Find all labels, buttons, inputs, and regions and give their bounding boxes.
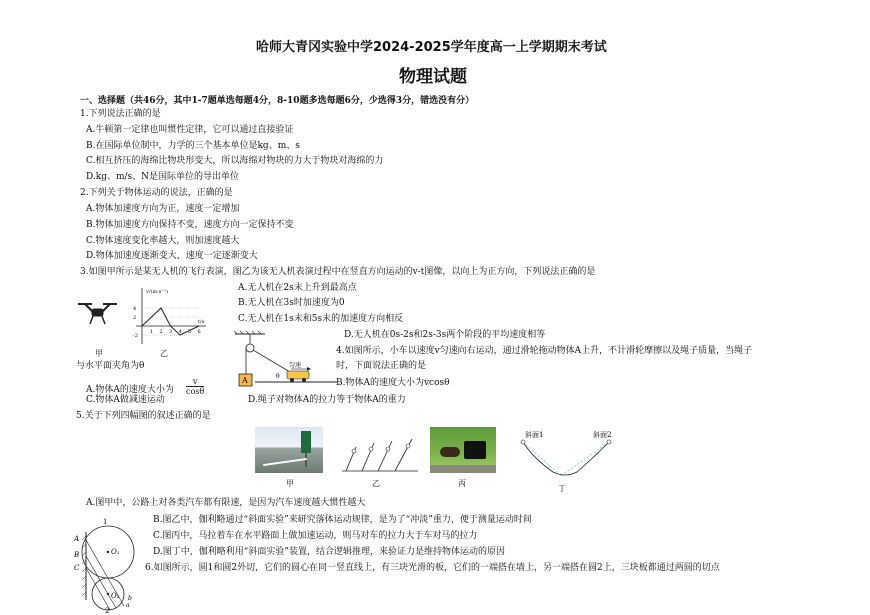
pulley-figure — [225, 330, 340, 392]
q3-option-a: A.无人机在2s末上升到最高点 — [238, 283, 357, 293]
caption-ding: 丁 — [558, 484, 566, 493]
q4-option-d: D.绳子对物体A的拉力等于物体A的重力 — [248, 395, 406, 405]
v-axis-label: v/(m·s⁻¹) — [146, 289, 168, 295]
caption-yi: 乙 — [372, 479, 380, 488]
vt-ytick-label: 2 — [133, 315, 137, 321]
caption-bing: 丙 — [458, 479, 466, 488]
q4-stem-c: 时，下面说法正确的是 — [336, 361, 427, 371]
q1-option-b: B.在国际单位制中，力学的三个基本单位是kg、m、s — [86, 141, 300, 151]
road-sign-icon — [301, 431, 311, 453]
vt-ytick-label: -2 — [133, 333, 138, 339]
q1-option-c: C.相互挤压的海绵比物块形变大，所以海绵对物块的力大于物块对海绵的力 — [86, 156, 384, 166]
q5-stem: 5.关于下列四幅图的叙述正确的是 — [76, 411, 211, 421]
horse-icon — [440, 447, 460, 457]
vt-xtick-label: 1 — [150, 329, 154, 335]
vt-xtick-label: 6 — [197, 329, 201, 335]
car-icon — [287, 371, 309, 379]
q2-option-a: A.物体加速度方向为正，速度一定增加 — [86, 204, 240, 214]
exam-title: 哈师大青冈实验中学2024-2025学年度高一上学期期末考试 — [256, 40, 607, 55]
q5-option-b: B.图乙中，伽利略通过“斜面实验”来研究落体运动规律，是为了“冲淡”重力，便于测量运动时间 — [153, 515, 532, 525]
q3-option-d: D.无人机在0s-2s和2s-3s两个阶段的平均速度相等 — [344, 330, 546, 340]
drone-icon — [78, 304, 117, 324]
q4-option-b: B.物体A的速度大小为vcosθ — [336, 378, 450, 388]
fraction-numerator: v — [192, 377, 198, 386]
q5-option-a: A.图甲中，公路上对各类汽车都有限速，是因为汽车速度越大惯性越大 — [86, 498, 366, 508]
q3-stem: 3.如图甲所示是某无人机的飞行表演，图乙为该无人机表演过程中在竖直方向运动的v-t图像，以向上为正方向，下列说法正确的是 — [80, 267, 596, 277]
vt-xtick-label: 5 — [188, 329, 192, 335]
circle-2-label: 2 — [105, 607, 110, 614]
o2-label: O₂ — [111, 592, 120, 600]
vt-graph — [128, 286, 210, 348]
q4-option-a-fraction — [186, 377, 204, 396]
ramp-label-1: 斜面1 — [525, 431, 544, 439]
caption-jia: 甲 — [286, 479, 294, 488]
circle-1-label: 1 — [103, 518, 108, 526]
q2-option-b: B.物体加速度方向保持不变，速度方向一定保持不变 — [86, 220, 294, 230]
block-label: A — [242, 376, 248, 385]
q3-option-b: B.无人机在3s时加速度为0 — [238, 298, 345, 308]
q1-stem: 1.下列说法正确的是 — [80, 109, 161, 119]
q1-option-a: A.牛顿第一定律也叫惯性定律，它可以通过直接验证 — [86, 125, 294, 135]
q4-stem-a: 4.如图所示，小车以速度v匀速向右运动，通过滑轮拖动物体A上升，不计滑轮摩擦以及绳子质量，当绳子 — [336, 346, 753, 356]
ramp-label-2: 斜面2 — [593, 431, 612, 439]
theta-label: θ — [276, 373, 280, 380]
double-incline-figure — [513, 428, 623, 480]
vt-xtick-label: 3 — [169, 329, 173, 335]
q6-stem: 6.如图所示，圆1和圆2外切，它们的圆心在同一竖直线上，有三块光滑的板，它们的一端搭在墙上，另一端搭在圆2上，三块板都通过两圆的切点 — [145, 563, 720, 573]
galileo-incline-figure — [340, 427, 420, 473]
q5-option-d: D.图丁中，伽利略利用“斜面实验”装置，结合逻辑推理，来验证力是维持物体运动的原因 — [153, 547, 505, 557]
cart-icon — [464, 441, 486, 459]
drone-figure — [75, 298, 120, 336]
a-label: a — [126, 602, 130, 609]
fig-label-yi: 乙 — [160, 349, 168, 358]
vt-xtick-label: 4 — [178, 329, 182, 335]
point-a-label: A — [74, 535, 80, 543]
b-label: b — [128, 595, 132, 602]
q2-option-d: D.物体加速度逐渐变大，速度一定逐渐变大 — [86, 251, 258, 261]
vt-xtick-label: 2 — [159, 329, 163, 335]
q3-option-c: C.无人机在1s末和5s末的加速度方向相反 — [238, 314, 404, 324]
vt-ytick-label: 4 — [133, 306, 137, 312]
q5-option-c: C.图丙中，马拉着车在水平路面上做加速运动，则马对车的拉力大于车对马的拉力 — [153, 531, 478, 541]
photo-road-speed-limit — [255, 427, 323, 473]
photo-horse-cart — [430, 427, 496, 473]
q1-option-d: D.kg、m/s、N是国际单位的导出单位 — [86, 172, 240, 182]
section-heading: 一、选择题（共46分，其中1-7题单选每题4分，8-10题多选每题6分，少选得3分，错选没有分） — [80, 96, 475, 106]
t-axis-label: t/s — [198, 319, 205, 325]
subject-title: 物理试题 — [399, 67, 467, 87]
car-label: 匀速 — [289, 362, 302, 369]
point-c-label: C — [74, 564, 80, 572]
q4-option-a-prefix: A.物体A的速度大小为 — [86, 385, 174, 395]
q2-stem: 2.下列关于物体运动的说法，正确的是 — [80, 188, 233, 198]
q4-stem-b: 与水平面夹角为θ — [76, 361, 145, 371]
q4-option-c: C.物体A做减速运动 — [86, 395, 165, 405]
o1-label: O₁ — [111, 548, 120, 556]
point-b-label: B — [74, 551, 80, 559]
q2-option-c: C.物体速度变化率越大，则加速度越大 — [86, 236, 240, 246]
fig-label-jia: 甲 — [95, 349, 103, 358]
fraction-denominator: cosθ — [186, 387, 205, 396]
pulley-icon — [246, 344, 254, 352]
two-circles-figure — [72, 514, 142, 614]
